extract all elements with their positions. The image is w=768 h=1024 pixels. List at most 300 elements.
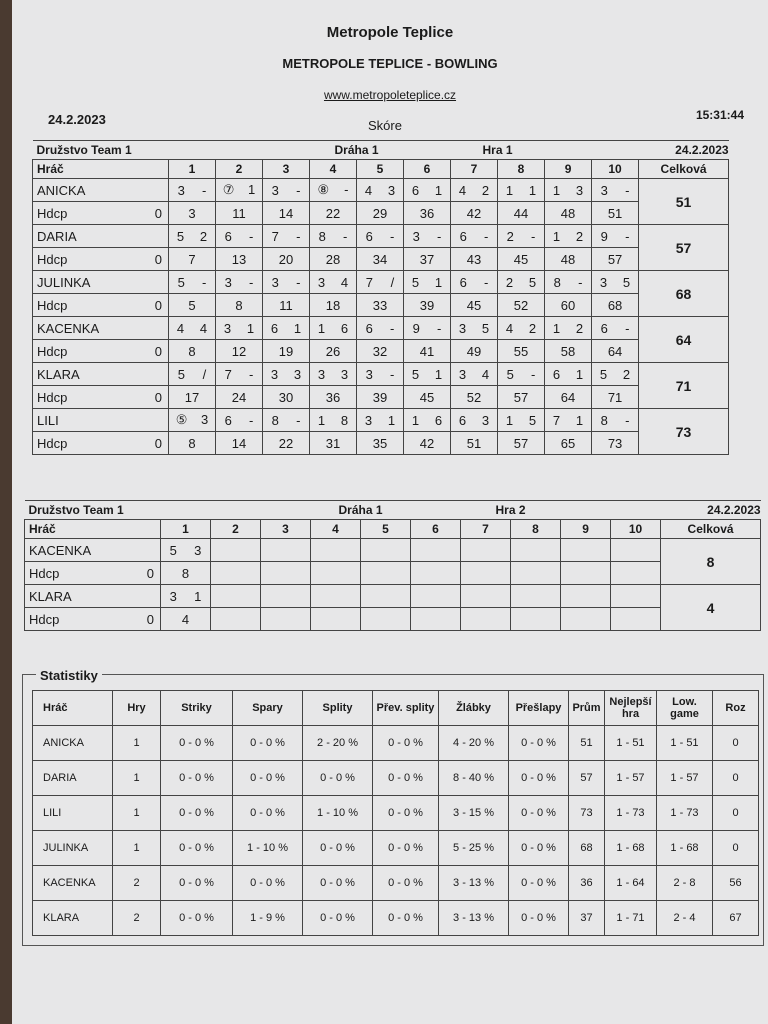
- frame-header-row: [25, 520, 761, 539]
- stats-cell: 0 - 0 %: [161, 761, 233, 796]
- roll-2: 3: [575, 182, 584, 198]
- stats-cell: 1 - 10 %: [233, 831, 303, 866]
- game-date: 24.2.2023: [611, 501, 761, 520]
- roll-2: -: [625, 182, 630, 198]
- roll-box: [451, 183, 497, 198]
- stats-table: [32, 690, 759, 936]
- frame-rolls: [611, 539, 661, 562]
- roll-1: 3: [458, 320, 467, 336]
- stats-cell: 0 - 0 %: [233, 796, 303, 831]
- roll-1: 5: [177, 366, 186, 382]
- frame-number: 3: [261, 520, 311, 539]
- hdcp-cell: [33, 340, 169, 363]
- print-date: 24.2.2023: [48, 112, 106, 127]
- frame-cumulative: 51: [592, 202, 639, 225]
- roll-2: -: [202, 182, 207, 198]
- player-total: 73: [639, 409, 729, 455]
- frame-rolls: [357, 363, 404, 386]
- stats-header: Low. game: [657, 691, 713, 726]
- stats-cell: 1 - 57: [657, 761, 713, 796]
- roll-1: 5: [177, 274, 185, 290]
- roll-box: [451, 275, 497, 290]
- roll-2: -: [484, 274, 489, 290]
- roll-2: -: [296, 182, 301, 198]
- section-title: Skóre: [368, 118, 402, 133]
- player-name: KLARA: [25, 585, 161, 608]
- game-label: Hra 1: [404, 141, 592, 160]
- roll-1: 6: [459, 228, 467, 244]
- stats-cell: 0 - 0 %: [509, 796, 569, 831]
- frame-rolls: [169, 271, 216, 294]
- roll-box: [169, 183, 215, 198]
- frame-number: 6: [411, 520, 461, 539]
- stats-cell: 0 - 0 %: [161, 901, 233, 936]
- frame-cumulative: 42: [451, 202, 498, 225]
- frame-rolls: [261, 539, 311, 562]
- stats-cell: 2 - 4: [657, 901, 713, 936]
- frame-cumulative: 39: [357, 386, 404, 409]
- frame-cumulative: 45: [451, 294, 498, 317]
- player-row: [33, 271, 729, 294]
- hdcp-cell: [25, 562, 161, 585]
- frame-cumulative: 3: [169, 202, 216, 225]
- frame-cumulative: 22: [310, 202, 357, 225]
- stats-row: [33, 761, 759, 796]
- frame-rolls: [592, 225, 639, 248]
- roll-2: -: [249, 366, 254, 382]
- roll-box: [310, 275, 356, 290]
- stats-header: Striky: [161, 691, 233, 726]
- stats-cell: 0: [713, 726, 759, 761]
- frame-cumulative: 4: [161, 608, 211, 631]
- roll-box: [169, 412, 215, 428]
- roll-2: -: [390, 320, 395, 336]
- frame-number: 6: [404, 160, 451, 179]
- roll-2: 3: [387, 182, 396, 198]
- stats-header: Roz: [713, 691, 759, 726]
- player-total: 64: [639, 317, 729, 363]
- frame-cumulative: 8: [161, 562, 211, 585]
- player-row: [33, 225, 729, 248]
- player-name: LILI: [33, 409, 169, 432]
- roll-box: [592, 275, 638, 290]
- frame-header-row: [33, 160, 729, 179]
- frame-rolls: [411, 585, 461, 608]
- roll-box: [545, 321, 591, 336]
- frame-rolls: [545, 271, 592, 294]
- frame-cumulative: [411, 562, 461, 585]
- stats-cell: 3 - 15 %: [439, 796, 509, 831]
- stats-cell: 0 - 0 %: [373, 831, 439, 866]
- frame-rolls: [263, 409, 310, 432]
- frame-cumulative: 12: [216, 340, 263, 363]
- frame-cumulative: [461, 562, 511, 585]
- frame-cumulative: 8: [216, 294, 263, 317]
- roll-1: 7: [271, 228, 279, 244]
- game1-scoresheet: [32, 140, 729, 455]
- roll-2: 2: [622, 366, 631, 382]
- stats-cell: 5 - 25 %: [439, 831, 509, 866]
- roll-1: ⑦: [222, 182, 235, 197]
- stats-cell: 0 - 0 %: [373, 726, 439, 761]
- roll-2: 2: [575, 228, 584, 244]
- roll-2: 1: [247, 182, 256, 197]
- frame-cumulative: [311, 562, 361, 585]
- roll-1: 6: [270, 320, 279, 336]
- stats-cell: 0: [713, 761, 759, 796]
- stats-cell: 1: [113, 761, 161, 796]
- stats-cell: 1 - 68: [657, 831, 713, 866]
- stats-header: Hráč: [33, 691, 113, 726]
- stats-row: [33, 726, 759, 761]
- frame-cumulative: 45: [404, 386, 451, 409]
- frame-rolls: [404, 409, 451, 432]
- venue-url: www.metropoleteplice.cz: [323, 88, 457, 102]
- frame-cumulative: 14: [263, 202, 310, 225]
- roll-1: 3: [224, 274, 232, 290]
- roll-2: 4: [199, 320, 208, 336]
- frame-rolls: [545, 225, 592, 248]
- frame-rolls: [263, 317, 310, 340]
- stats-cell: 0 - 0 %: [161, 796, 233, 831]
- roll-box: [545, 229, 591, 244]
- stats-cell: 1: [113, 831, 161, 866]
- roll-1: 5: [506, 366, 514, 382]
- frame-number: 8: [498, 160, 545, 179]
- stats-player-name: ANICKA: [33, 726, 113, 761]
- frame-cumulative: 30: [263, 386, 310, 409]
- player-total: 8: [661, 539, 761, 585]
- player-total: 51: [639, 179, 729, 225]
- roll-2: -: [625, 228, 630, 244]
- frame-rolls: [310, 317, 357, 340]
- frame-cumulative: [261, 562, 311, 585]
- stats-player-name: KACENKA: [33, 866, 113, 901]
- roll-2: 1: [293, 320, 302, 336]
- roll-box: [357, 367, 403, 382]
- roll-1: 6: [458, 412, 467, 428]
- roll-1: 1: [552, 228, 561, 244]
- roll-box: [451, 413, 497, 428]
- stats-cell: 56: [713, 866, 759, 901]
- lane-label: Dráha 1: [310, 141, 404, 160]
- stats-cell: 1 - 9 %: [233, 901, 303, 936]
- hdcp-label: Hdcp: [37, 205, 68, 221]
- roll-box: [216, 413, 262, 428]
- stats-cell: 0 - 0 %: [509, 761, 569, 796]
- roll-1: 5: [176, 228, 185, 244]
- roll-box: [498, 229, 544, 244]
- stats-header: Přev. splity: [373, 691, 439, 726]
- roll-1: 4: [458, 182, 467, 198]
- hdcp-label: Hdcp: [37, 343, 68, 359]
- stats-cell: 0 - 0 %: [509, 726, 569, 761]
- roll-1: 1: [505, 412, 514, 428]
- stats-cell: 2 - 8: [657, 866, 713, 901]
- roll-2: -: [249, 412, 254, 428]
- stats-cell: 1 - 10 %: [303, 796, 373, 831]
- roll-2: 5: [481, 320, 490, 336]
- venue-title: Metropole Teplice: [326, 24, 454, 41]
- player-row: [33, 409, 729, 432]
- frame-number: 8: [511, 520, 561, 539]
- frame-rolls: [592, 271, 639, 294]
- frame-number: 1: [161, 520, 211, 539]
- roll-2: 4: [481, 366, 490, 382]
- roll-box: [357, 229, 403, 244]
- score-title-row: [33, 141, 729, 160]
- stats-header: Přešlapy: [509, 691, 569, 726]
- frame-rolls: [511, 539, 561, 562]
- roll-2: 3: [481, 412, 490, 428]
- frame-rolls: [211, 539, 261, 562]
- roll-1: ⑤: [175, 412, 188, 427]
- frame-rolls: [511, 585, 561, 608]
- hdcp-cell: [33, 386, 169, 409]
- stats-cell: 1 - 64: [605, 866, 657, 901]
- frame-cumulative: 32: [357, 340, 404, 363]
- stats-header: Spary: [233, 691, 303, 726]
- roll-1: 7: [552, 412, 561, 428]
- roll-2: 6: [434, 412, 443, 428]
- frame-rolls: [310, 271, 357, 294]
- hdcp-label: Hdcp: [29, 565, 60, 581]
- stats-cell: 1 - 71: [605, 901, 657, 936]
- venue-subtitle: METROPOLE TEPLICE - BOWLING: [282, 56, 498, 71]
- frame-cumulative: 42: [404, 432, 451, 455]
- roll-2: -: [578, 274, 583, 290]
- player-total: 71: [639, 363, 729, 409]
- player-row: [33, 363, 729, 386]
- roll-2: 3: [340, 366, 349, 382]
- frame-rolls: [461, 585, 511, 608]
- roll-2: 3: [293, 366, 302, 382]
- frame-rolls: [263, 271, 310, 294]
- stats-cell: 0 - 0 %: [303, 831, 373, 866]
- roll-2: -: [625, 412, 630, 428]
- frame-rolls: [216, 363, 263, 386]
- stats-header: Nejlepší hra: [605, 691, 657, 726]
- frame-cumulative: 36: [404, 202, 451, 225]
- frame-number: 9: [561, 520, 611, 539]
- frame-rolls: [261, 585, 311, 608]
- stats-row: [33, 831, 759, 866]
- frame-cumulative: [611, 608, 661, 631]
- frame-rolls: [216, 225, 263, 248]
- roll-2: 4: [340, 274, 349, 290]
- roll-1: 6: [552, 366, 561, 382]
- frame-cumulative: 58: [545, 340, 592, 363]
- frame-cumulative: 68: [592, 294, 639, 317]
- frame-number: 7: [451, 160, 498, 179]
- roll-box: [357, 183, 403, 198]
- roll-2: -: [202, 274, 207, 290]
- roll-2: -: [343, 228, 348, 244]
- player-col-header: Hráč: [25, 520, 161, 539]
- frame-rolls: [216, 317, 263, 340]
- frame-rolls: [498, 179, 545, 202]
- roll-box: [592, 321, 638, 336]
- roll-1: 1: [552, 320, 561, 336]
- roll-1: 5: [169, 542, 177, 558]
- player-total: 57: [639, 225, 729, 271]
- roll-1: 1: [411, 412, 420, 428]
- frame-number: 1: [169, 160, 216, 179]
- stats-cell: 1 - 68: [605, 831, 657, 866]
- roll-1: 3: [600, 182, 608, 198]
- roll-2: 1: [387, 412, 396, 428]
- frame-cumulative: 11: [216, 202, 263, 225]
- frame-number: 7: [461, 520, 511, 539]
- stats-cell: 1 - 51: [605, 726, 657, 761]
- roll-1: 5: [411, 274, 420, 290]
- roll-box: [357, 275, 403, 290]
- hdcp-row: [25, 608, 761, 631]
- frame-rolls: [404, 179, 451, 202]
- roll-box: [404, 321, 450, 336]
- roll-2: 2: [481, 182, 490, 198]
- frame-cumulative: [511, 608, 561, 631]
- frame-cumulative: [561, 608, 611, 631]
- roll-2: -: [296, 412, 301, 428]
- roll-2: 2: [528, 320, 537, 336]
- frame-rolls: [169, 363, 216, 386]
- hdcp-cell: [25, 608, 161, 631]
- roll-1: 7: [224, 366, 232, 382]
- total-col-header: Celková: [661, 520, 761, 539]
- roll-1: 3: [271, 274, 279, 290]
- frame-cumulative: 34: [357, 248, 404, 271]
- hdcp-label: Hdcp: [37, 297, 68, 313]
- stats-player-name: LILI: [33, 796, 113, 831]
- roll-box: [498, 275, 544, 290]
- frame-rolls: [161, 539, 211, 562]
- hdcp-value: 0: [154, 251, 162, 267]
- hdcp-row: [33, 432, 729, 455]
- frame-cumulative: 44: [498, 202, 545, 225]
- frame-rolls: [169, 225, 216, 248]
- hdcp-row: [33, 248, 729, 271]
- frame-cumulative: 11: [263, 294, 310, 317]
- roll-box: [404, 183, 450, 198]
- roll-1: 7: [365, 274, 374, 290]
- frame-rolls: [169, 409, 216, 432]
- frame-rolls: [216, 271, 263, 294]
- roll-2: 6: [340, 320, 349, 336]
- roll-box: [545, 275, 591, 290]
- frame-cumulative: [361, 562, 411, 585]
- game2-scoresheet: [24, 500, 761, 631]
- frame-number: 4: [311, 520, 361, 539]
- frame-cumulative: 48: [545, 202, 592, 225]
- stats-cell: 73: [569, 796, 605, 831]
- stats-cell: 1 - 73: [605, 796, 657, 831]
- stats-cell: 0 - 0 %: [233, 866, 303, 901]
- stats-cell: 0 - 0 %: [161, 726, 233, 761]
- roll-2: 1: [434, 274, 443, 290]
- player-row: [33, 179, 729, 202]
- roll-2: /: [390, 274, 395, 290]
- frame-number: 3: [263, 160, 310, 179]
- roll-box: [545, 183, 591, 198]
- frame-rolls: [451, 179, 498, 202]
- roll-1: 5: [411, 366, 420, 382]
- frame-number: 2: [211, 520, 261, 539]
- roll-1: 6: [365, 228, 373, 244]
- player-row: [33, 317, 729, 340]
- frame-number: 5: [361, 520, 411, 539]
- frame-cumulative: 65: [545, 432, 592, 455]
- stats-cell: 4 - 20 %: [439, 726, 509, 761]
- stats-cell: 1: [113, 796, 161, 831]
- stats-header: Splity: [303, 691, 373, 726]
- roll-box: [263, 321, 309, 336]
- frame-rolls: [592, 317, 639, 340]
- frame-cumulative: 8: [169, 432, 216, 455]
- roll-1: 8: [318, 228, 326, 244]
- player-row: [25, 585, 761, 608]
- roll-1: 8: [271, 412, 279, 428]
- roll-box: [451, 321, 497, 336]
- roll-box: [169, 321, 215, 336]
- frame-rolls: [404, 271, 451, 294]
- frame-cumulative: [211, 562, 261, 585]
- stats-cell: 1 - 57: [605, 761, 657, 796]
- hdcp-value: 0: [154, 205, 162, 221]
- roll-box: [592, 367, 638, 382]
- roll-box: [263, 413, 309, 428]
- frame-cumulative: 35: [357, 432, 404, 455]
- roll-1: 8: [553, 274, 561, 290]
- frame-rolls: [216, 409, 263, 432]
- player-name: DARIA: [33, 225, 169, 248]
- stats-cell: 3 - 13 %: [439, 866, 509, 901]
- roll-box: [357, 413, 403, 428]
- roll-2: -: [437, 320, 442, 336]
- frame-rolls: [545, 363, 592, 386]
- roll-box: [310, 413, 356, 428]
- roll-box: [404, 413, 450, 428]
- score-title-row: [25, 501, 761, 520]
- roll-box: [169, 275, 215, 290]
- frame-rolls: [357, 317, 404, 340]
- hdcp-value: 0: [154, 343, 162, 359]
- hdcp-row: [33, 202, 729, 225]
- player-name: JULINKA: [33, 271, 169, 294]
- roll-box: [216, 367, 262, 382]
- frame-rolls: [361, 539, 411, 562]
- frame-rolls: [404, 317, 451, 340]
- roll-box: [263, 275, 309, 290]
- frame-rolls: [451, 363, 498, 386]
- hdcp-row: [33, 340, 729, 363]
- roll-1: 3: [364, 412, 373, 428]
- frame-rolls: [561, 539, 611, 562]
- frame-cumulative: [261, 608, 311, 631]
- roll-1: 3: [412, 228, 420, 244]
- frame-rolls: [311, 539, 361, 562]
- stats-cell: 0 - 0 %: [233, 761, 303, 796]
- roll-2: -: [625, 320, 630, 336]
- frame-cumulative: [561, 562, 611, 585]
- roll-2: -: [531, 228, 536, 244]
- frame-rolls: [411, 539, 461, 562]
- frame-cumulative: 55: [498, 340, 545, 363]
- roll-1: 6: [600, 320, 608, 336]
- frame-cumulative: [511, 562, 561, 585]
- stats-cell: 57: [569, 761, 605, 796]
- roll-1: 3: [223, 320, 232, 336]
